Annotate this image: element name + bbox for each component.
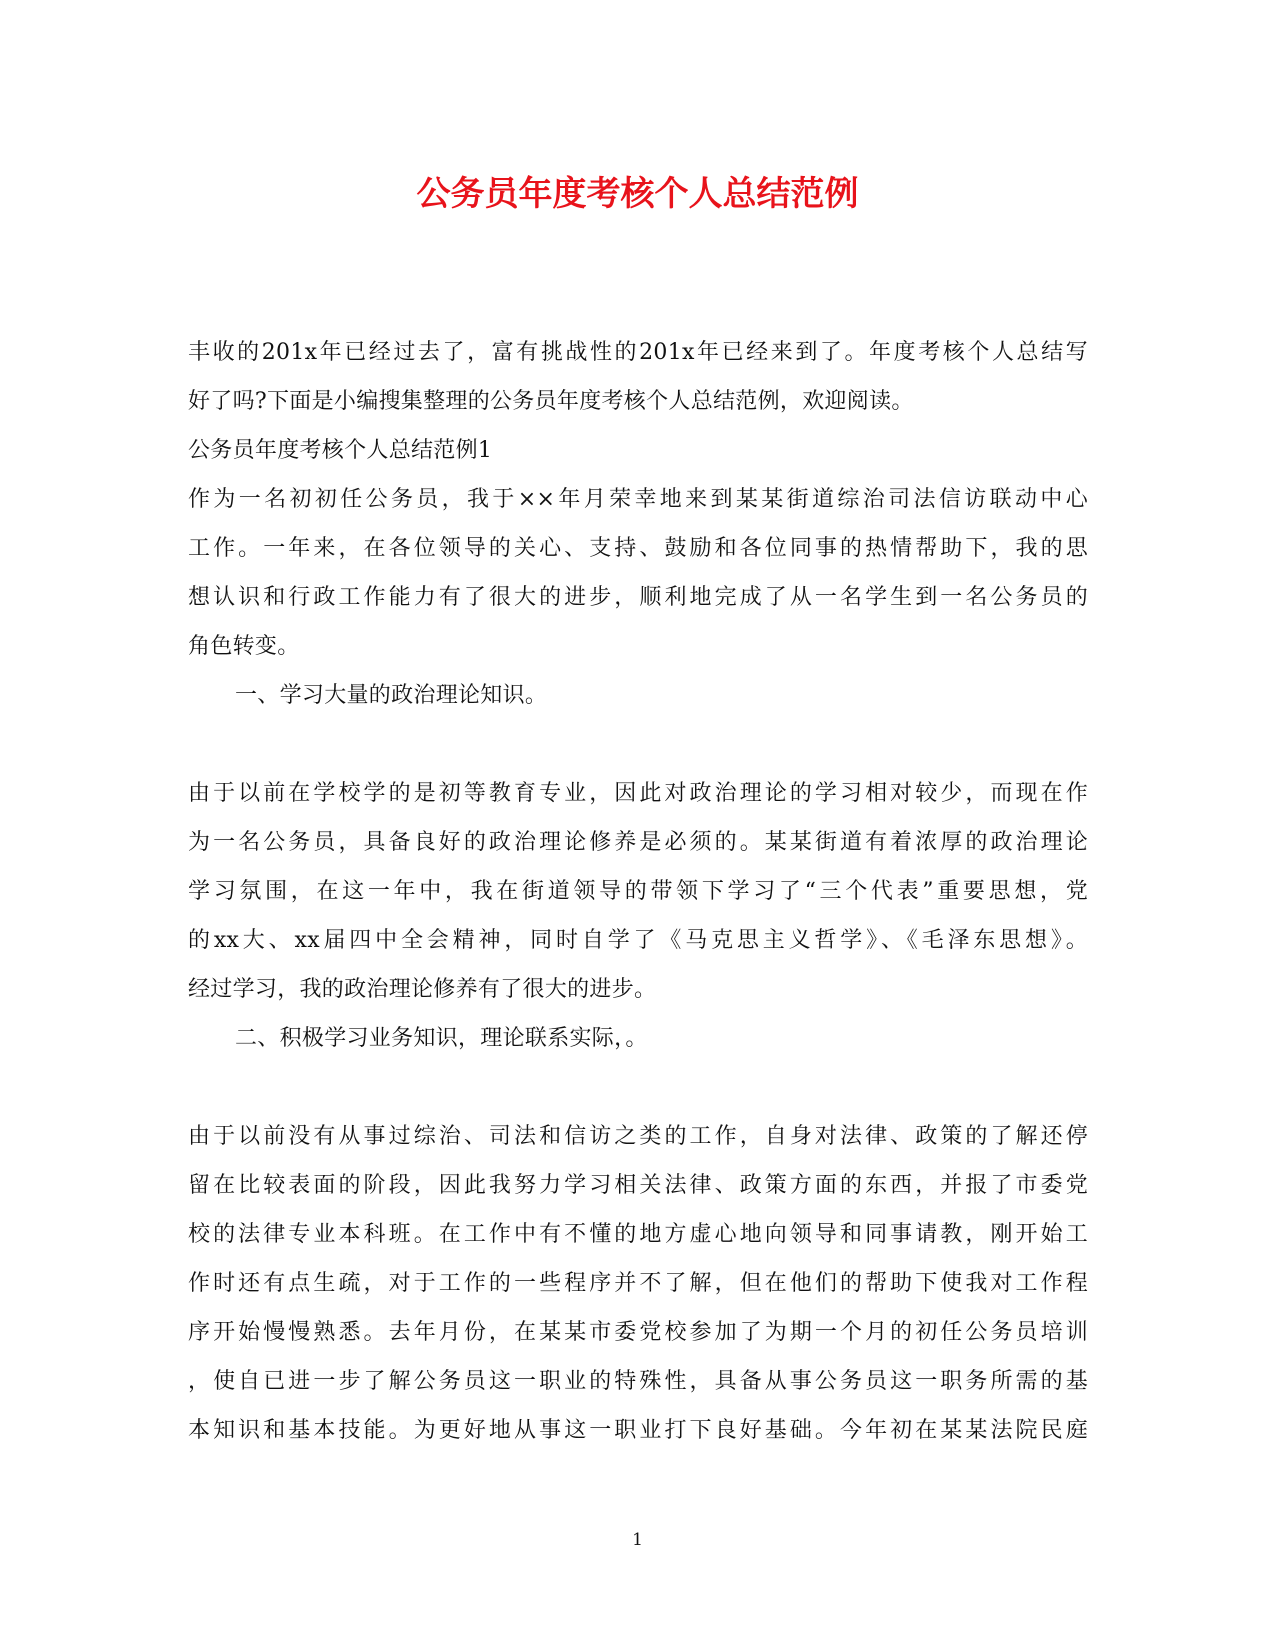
paragraph-gap (188, 1063, 1088, 1112)
text-line: 角色转变。 (188, 634, 300, 659)
document-body (188, 328, 1088, 1455)
text-line: 经过学习，我的政治理论修养有了很大的进步。 (188, 977, 657, 1002)
text-line: 公务员年度考核个人总结范例1 (188, 438, 493, 463)
text-line: 留在比较表面的阶段，因此我努力学习相关法律、政策方面的东西，并报了市委党 (188, 1173, 1088, 1198)
text-line: 好了吗?下面是小编搜集整理的公务员年度考核个人总结范例，欢迎阅读。 (188, 389, 914, 414)
text-line: 学习氛围，在这一年中，我在街道领导的带领下学习了“三个代表”重要思想，党 (188, 879, 1088, 904)
text-line: 想认识和行政工作能力有了很大的进步，顺利地完成了从一名学生到一名公务员的 (188, 585, 1088, 610)
text-line: 由于以前在学校学的是初等教育专业，因此对政治理论的学习相对较少，而现在作 (188, 781, 1088, 806)
text-line: 丰收的201x年已经过去了，富有挑战性的201x年已经来到了。年度考核个人总结写 (188, 340, 1088, 365)
text-line: 作为一名初初任公务员，我于××年月荣幸地来到某某街道综治司法信访联动中心 (188, 487, 1088, 512)
text-line: 本知识和基本技能。为更好地从事这一职业打下良好基础。今年初在某某法院民庭 (188, 1418, 1088, 1443)
text-line: 作时还有点生疏，对于工作的一些程序并不了解，但在他们的帮助下使我对工作程 (188, 1271, 1088, 1296)
text-line: 序开始慢慢熟悉。去年月份，在某某市委党校参加了为期一个月的初任公务员培训 (188, 1320, 1088, 1345)
text-line: 工作。一年来，在各位领导的关心、支持、鼓励和各位同事的热情帮助下，我的思 (188, 536, 1088, 561)
text-line: 由于以前没有从事过综治、司法和信访之类的工作，自身对法律、政策的了解还停 (188, 1124, 1088, 1149)
section-heading-line: 二、积极学习业务知识，理论联系实际，。 (235, 1026, 648, 1051)
text-line: 校的法律专业本科班。在工作中有不懂的地方虚心地向领导和同事请教，刚开始工 (188, 1222, 1088, 1247)
text-line: 的xx大、xx届四中全会精神，同时自学了《马克思主义哲学》、《毛泽东思想》。 (188, 928, 1088, 953)
document-title: 公务员年度考核个人总结范例 (416, 174, 859, 214)
text-line: 为一名公务员，具备良好的政治理论修养是必须的。某某街道有着浓厚的政治理论 (188, 830, 1088, 855)
page-number: 1 (632, 1530, 643, 1550)
paragraph-gap (188, 720, 1088, 769)
text-line: ，使自已进一步了解公务员这一职业的特殊性，具备从事公务员这一职务所需的基 (188, 1369, 1088, 1394)
section-heading-line: 一、学习大量的政治理论知识。 (235, 683, 548, 708)
